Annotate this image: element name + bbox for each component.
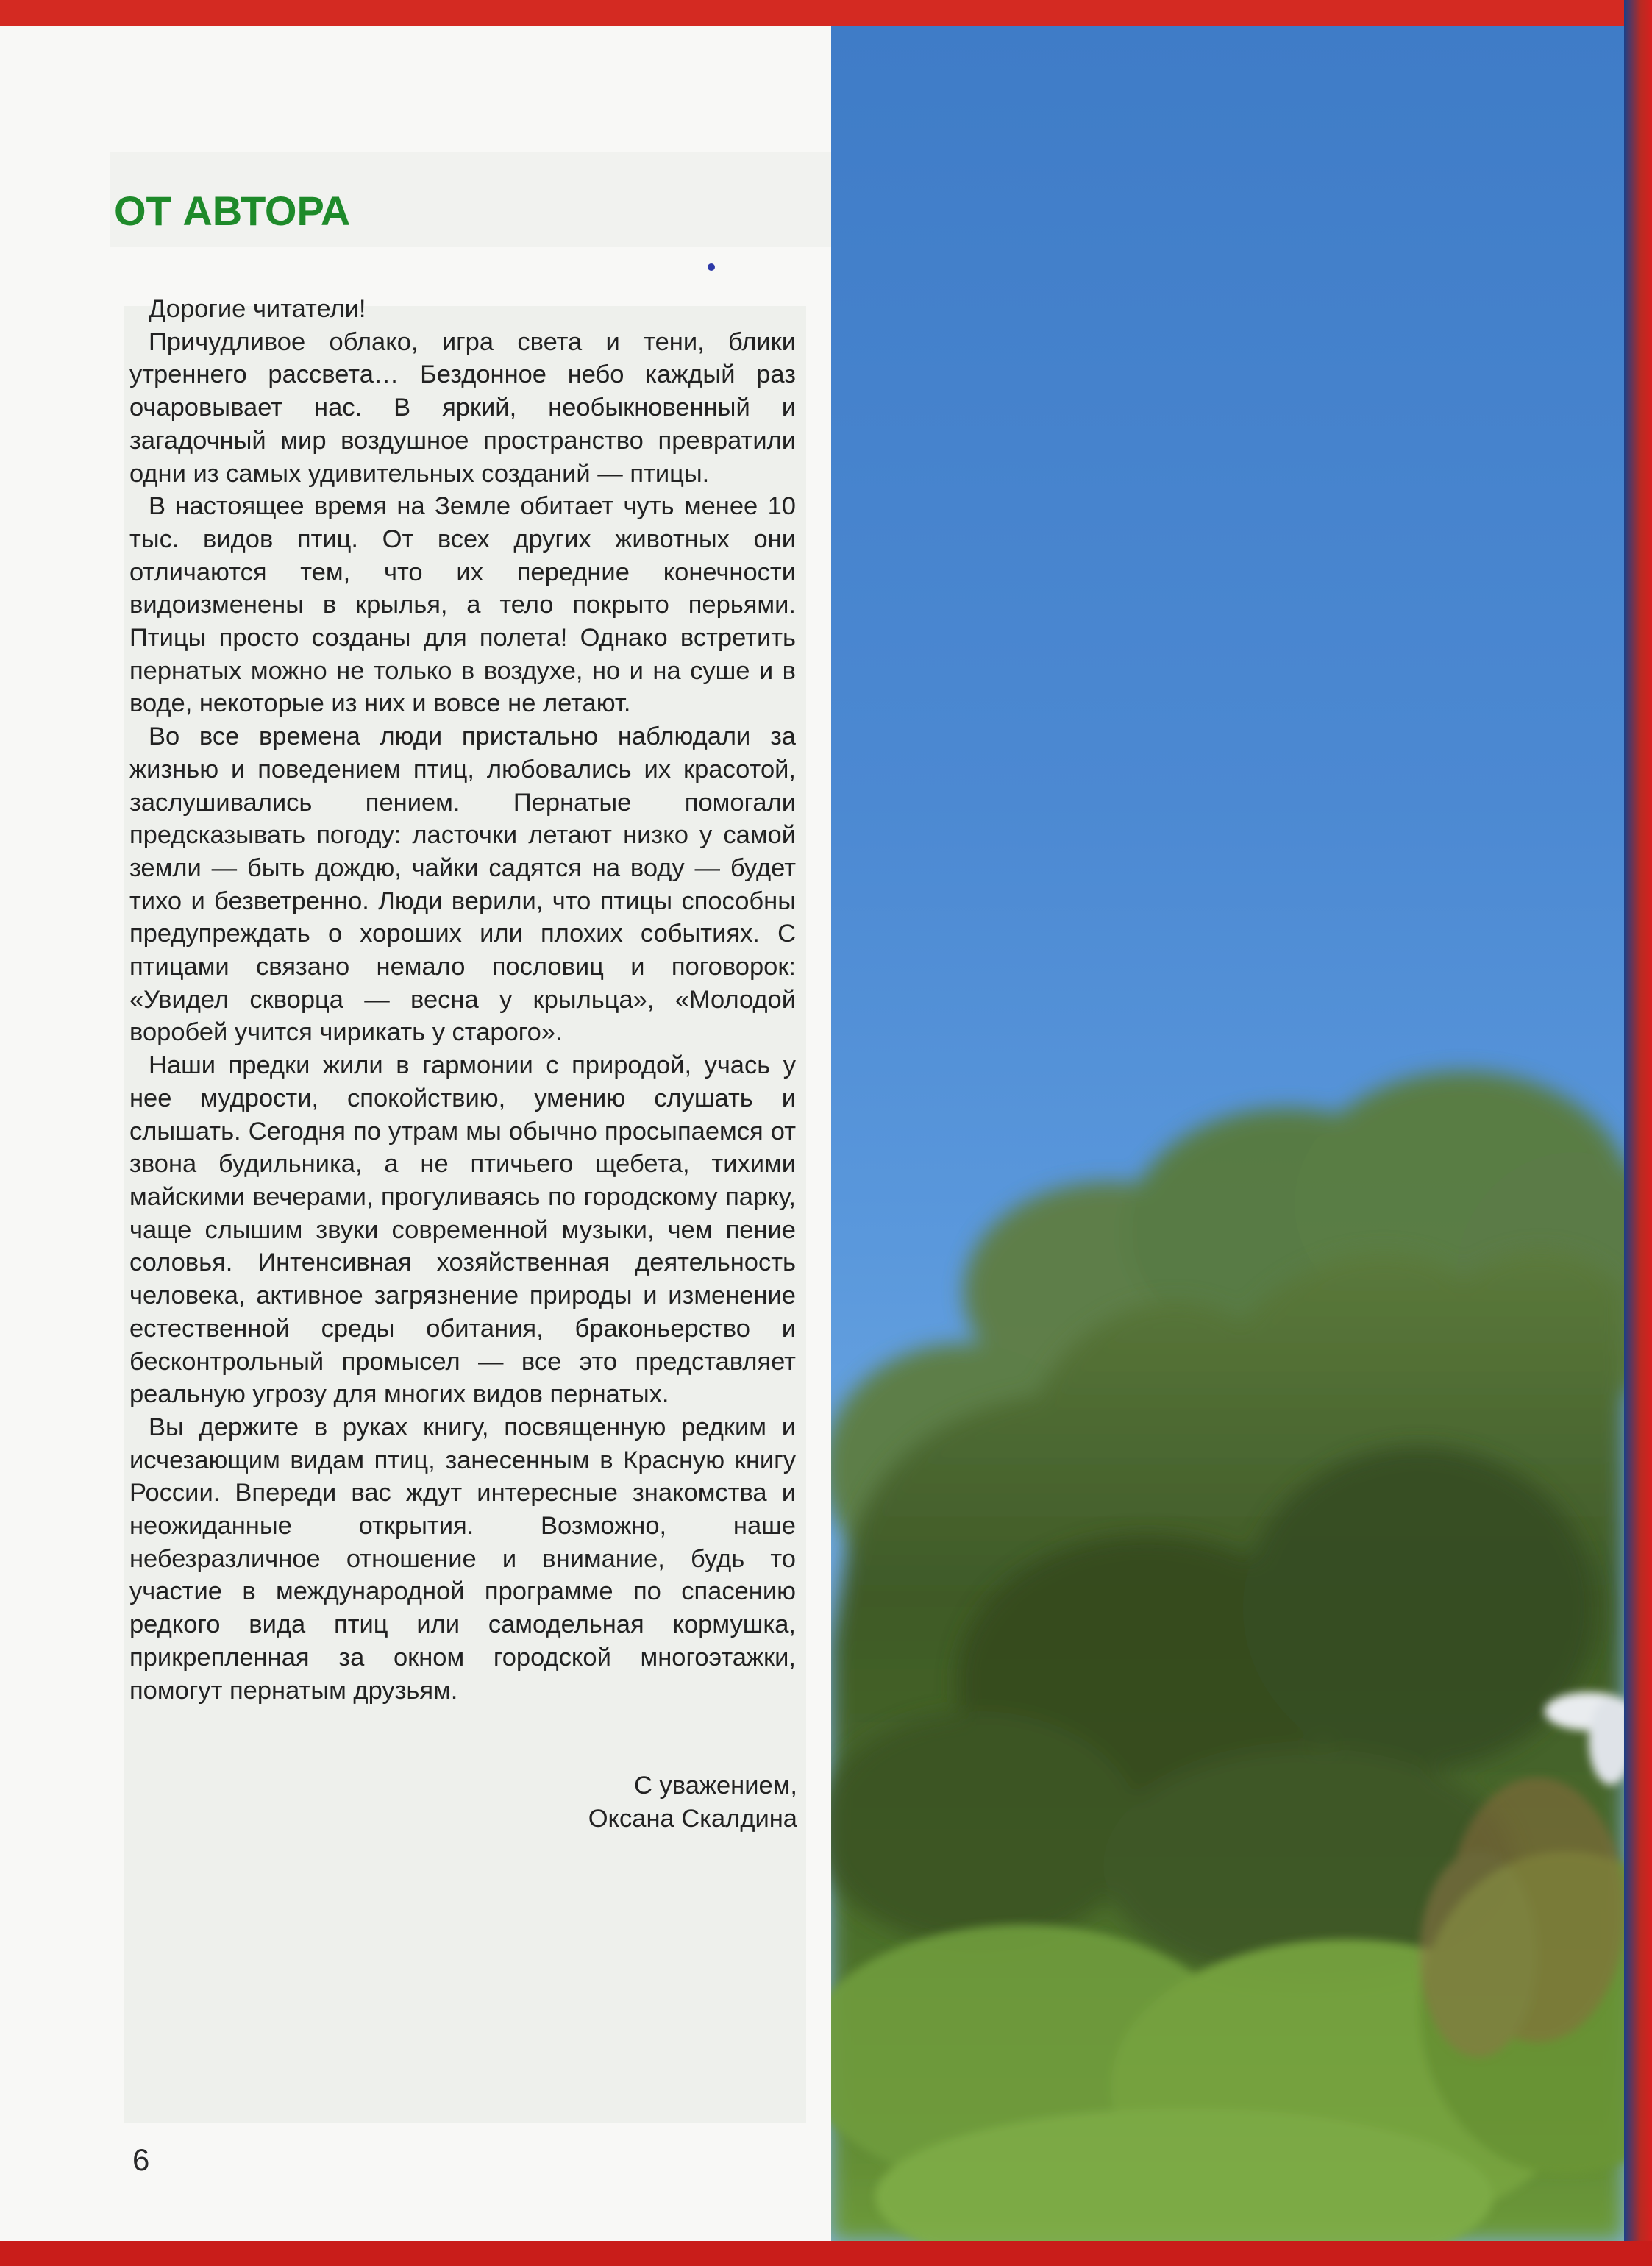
- paragraph: Наши предки жили в гармонии с природой, учась у нее мудрости, спокойствию, умению слушать и слышать. Сегодня по утрам мы обычно просыпаемся от звона будильника, а не птичьего щебета, тихими майскими вечерами, прогуливаясь по городскому парку, чаще слышим звуки современной музыки, чем пение соловья. Интенсивная хозяйственная деятельность человека, активное загрязнение природы и изменение естественной среды обитания, браконьерство и бесконтрольный промысел — все это представляет реальную угрозу для многих видов пернатых.: [129, 1051, 796, 1409]
- author-foreword-text: [129, 293, 796, 1707]
- cover-edge-right: [1624, 0, 1652, 2266]
- cover-edge-top: [0, 0, 1652, 26]
- sky-and-trees-photo: [831, 26, 1624, 2241]
- paragraph: Вы держите в руках книгу, посвященную редким и исчезающим видам птиц, занесенным в Красную книгу России. Впереди вас ждут интересные знакомства и неожиданные открытия. Возможно, наше небезразличное отношение и внимание, будь то участие в международной программе по спасению редкого вида птиц или самодельная кормушка, прикрепленная за окном городской многоэтажки, помогут пернатым друзьям.: [129, 1413, 796, 1705]
- paragraph: Во все времена люди пристально наблюдали за жизнью и поведением птиц, любовались их красотой, заслушивались пением. Пернатые помогали предсказывать погоду: ласточки летают низко у самой земли — быть дождю, чайки садятся на воду — будет тихо и безветренно. Люди верили, что птицы способны предупреждать о хороших или плохих событиях. С птицами связано немало пословиц и поговорок: «Увидел скворца — весна у крыльца», «Молодой воробей учится чирикать у старого».: [129, 722, 796, 1047]
- tree-foliage-illustration: [831, 26, 1624, 2241]
- paragraph: В настоящее время на Земле обитает чуть менее 10 тыс. видов птиц. От всех других животных они отличаются тем, что их передние конечности видоизменены в крылья, а тело покрыто перьями. Птицы просто созданы для полета! Однако встретить пернатых можно не только в воздухе, но и на суше и в воде, некоторые из них и вовсе не летают.: [129, 492, 796, 718]
- page-title: ОТ АВТОРА: [114, 188, 351, 234]
- page-number: 6: [132, 2142, 150, 2177]
- signature-block: [441, 1769, 797, 1835]
- ink-speck: [708, 263, 715, 271]
- cover-edge-bottom: [0, 2241, 1652, 2266]
- paragraph: Причудливое облако, игра света и тени, блики утреннего рассвета… Бездонное небо каждый раз очаровывает нас. В яркий, необыкновенный и загадочный мир воздушное пространство превратили одни из самых удивительных созданий — птицы.: [129, 327, 796, 488]
- signature-regards: С уважением,: [634, 1772, 797, 1800]
- paragraph-greeting: Дорогие читатели!: [149, 295, 366, 323]
- signature-author: Оксана Скалдина: [588, 1804, 797, 1833]
